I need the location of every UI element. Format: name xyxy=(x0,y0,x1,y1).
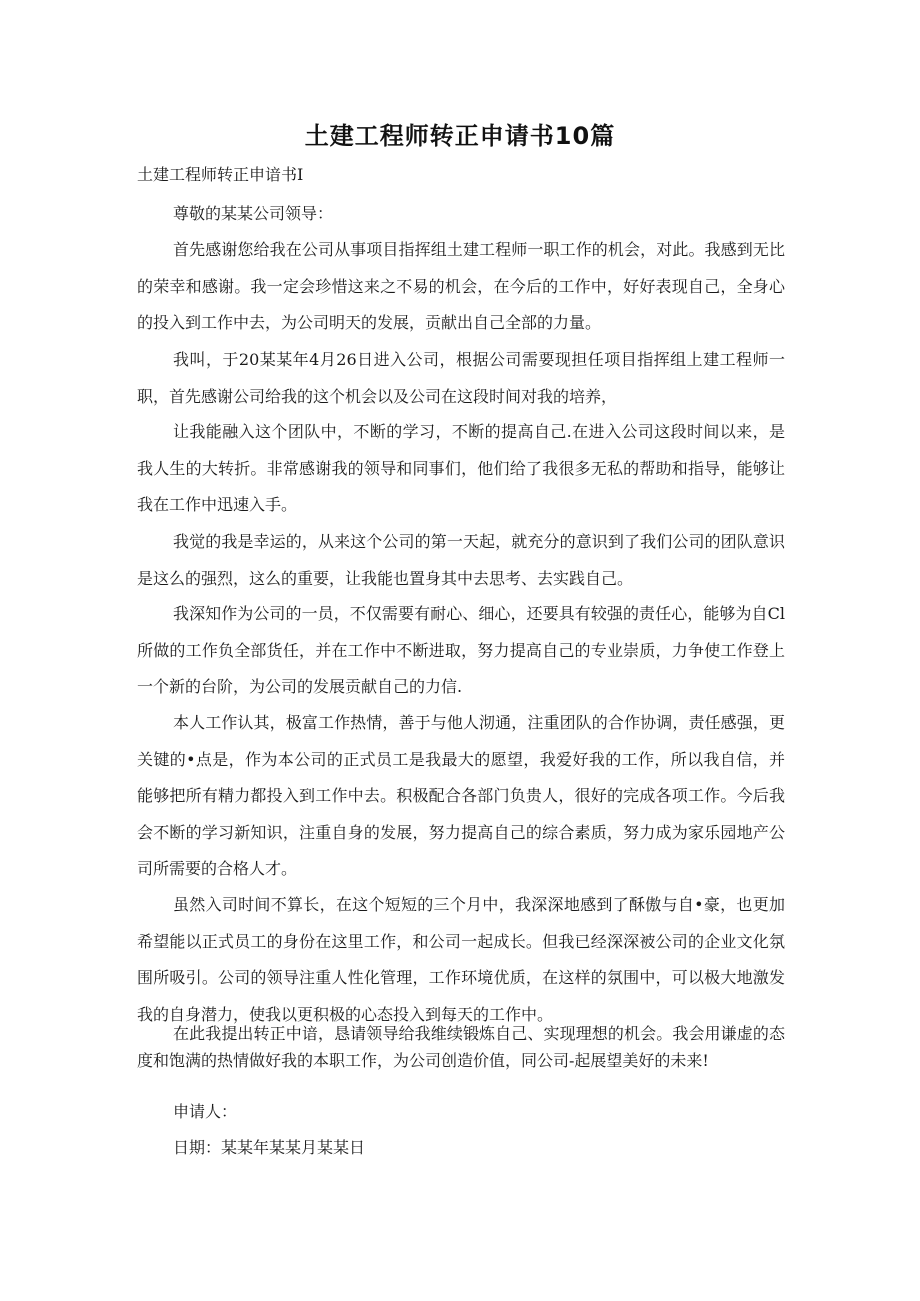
paragraph-8: 在此我提出转正中谙，恳请领导给我维续锻炼自己、实现理想的机会。我会用谦虚的态度和饱满的热情做好我的本职工作，为公司创造价值，同公司-起展望美好的未来! xyxy=(137,1024,785,1070)
section-heading: 土建工程师转正申谙书I xyxy=(137,165,304,184)
paragraph-1: 首先感谢您给我在公司从事项目指挥组土建工程师一职工作的机会，对此。我感到无比的荣幸和感谢。我一定会珍惜这来之不易的机会，在今后的工作中，好好表现自己，全身心的投入到工作中去，为公司明天的发展，贡献出自己全部的力量。 xyxy=(137,240,785,332)
document-title: 土建工程师转正申请书10篇 xyxy=(304,122,616,150)
paragraph-3: 让我能融入这个团队中，不断的学习，不断的提高自己.在进入公司这段时间以来，是我人生的大转折。非常感谢我的领导和同事们，他们给了我很多无私的帮助和指导，能够让我在工作中迅速入手。 xyxy=(137,422,785,514)
paragraph-5: 我深知作为公司的一员，不仅需要有耐心、细心，还要具有较强的责任心，能够为自Cl所做的工作负全部货任，并在工作中不断进取，努力提高自己的专业崇质，力争使工作登上一个新的台阶，为公司的发展贡献自己的力信. xyxy=(137,604,785,696)
paragraph-7: 虽然入司时间不算长，在这个短短的三个月中，我深深地感到了酥傲与自•豪，也更加希望能以正式员工的身份在这里工作，和公司一起成长。但我已经深深被公司的企业文化氛围所吸引。公司的领导注重人性化管理，工作环境优质，在这样的氛围中，可以极大地激发我的自身潜力，使我以更积极的心态投入到每天的工作中。 xyxy=(137,895,785,1024)
paragraph-2: 我叫，于20某某年4月26日进入公司，根据公司需要现担任项目指挥组上建工程师一职，首先感谢公司给我的这个机会以及公司在这段时间对我的培养， xyxy=(137,350,785,406)
paragraph-6: 本人工作认其，极富工作热情，善于与他人沏通，注重团队的合作协调，责任感强，更关键的•点是，作为本公司的正式员工是我最大的愿望，我爱好我的工作，所以我自信，并能够把所有精力都投入到工作中去。积极配合各部门负贵人，很好的完成各项工作。今后我会不断的学习新知识，注重自身的发展，努力提高自己的综合素质，努力成为家乐园地产公司所需要的合格人才。 xyxy=(137,713,785,878)
paragraph-4: 我觉的我是幸运的，从来这个公司的第一天起，就充分的意识到了我们公司的团队意识是这么的强烈，这么的重要，让我能也置身其中去思考、去实践自己。 xyxy=(137,532,785,588)
applicant-label: 申请人： xyxy=(173,1102,238,1121)
date-line: 日期：某某年某某月某某日 xyxy=(173,1138,366,1157)
greeting: 尊敬的某某公司领导： xyxy=(173,204,334,223)
